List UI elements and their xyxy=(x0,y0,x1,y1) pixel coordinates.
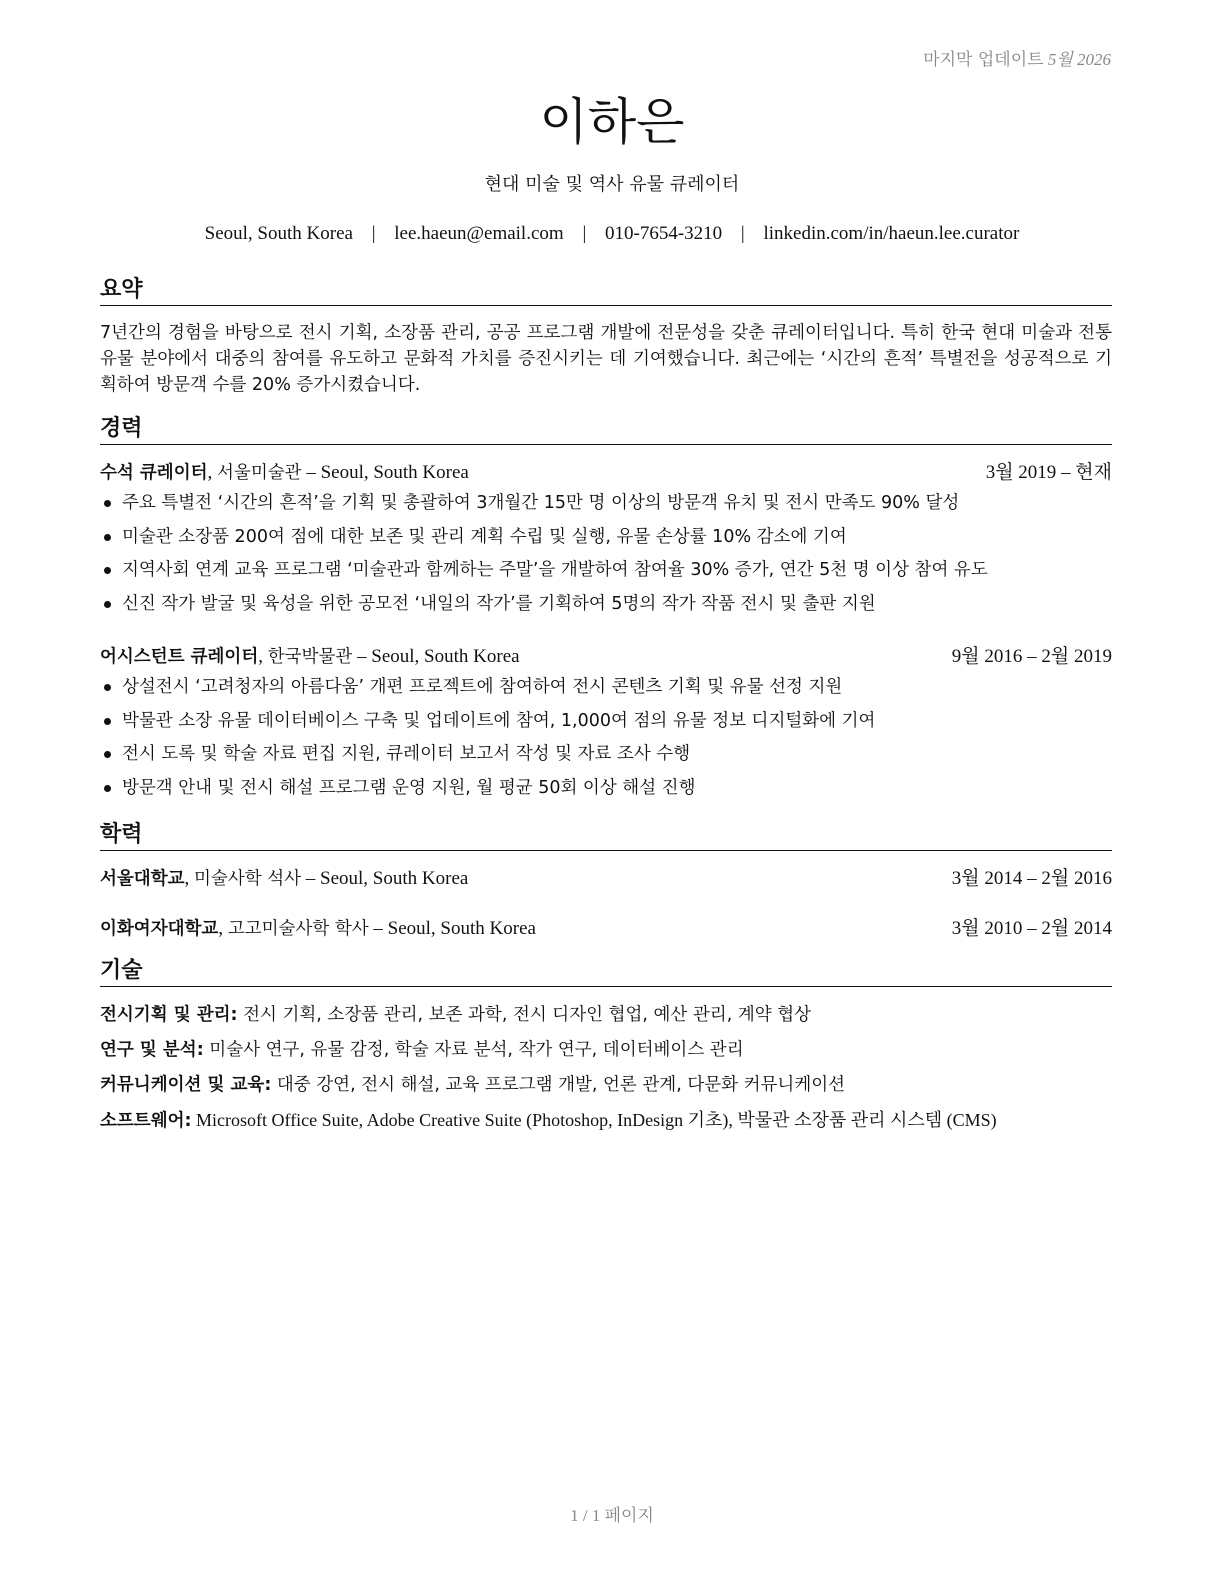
education-item: 서울대학교, 미술사학 석사 – Seoul, South Korea 3월 2014 – 2월 2016 xyxy=(100,866,1112,892)
skill-value: 대중 강연, 전시 해설, 교육 프로그램 개발, 언론 관계, 다문화 커뮤니케이션 xyxy=(276,1075,846,1095)
job-location: Seoul, South Korea xyxy=(320,462,469,483)
skill-value: 미술사 연구, 유물 감정, 학술 자료 분석, 작가 연구, 데이터베이스 관리 xyxy=(209,1040,744,1060)
skill-value: 전시 기획, 소장품 관리, 보존 과학, 전시 디자인 협업, 예산 관리, 계약 협상 xyxy=(243,1005,812,1025)
section-title-education: 학력 xyxy=(100,821,1112,851)
list-item: 방문객 안내 및 전시 해설 프로그램 운영 지원, 월 평균 50회 이상 해설 진행 xyxy=(100,775,1112,809)
job-role: 수석 큐레이터 xyxy=(100,463,208,483)
education-school: 이화여자대학교 xyxy=(100,919,219,939)
job-bullets xyxy=(100,674,1112,809)
page-footer xyxy=(0,1501,1224,1526)
list-item: 전시 도록 및 학술 자료 편집 지원, 큐레이터 보고서 작성 및 자료 조사 수행 xyxy=(100,741,1112,775)
contact-line xyxy=(0,223,1224,245)
skill-label: 연구 및 분석: xyxy=(100,1040,204,1060)
job-bullets xyxy=(100,490,1112,625)
job-header: 수석 큐레이터, 서울미술관 – Seoul, South Korea 3월 2019 – 현재 xyxy=(100,460,1112,486)
page-number: 1 / 1 xyxy=(570,1506,601,1525)
contact-linkedin[interactable]: linkedin.com/in/haeun.lee.curator xyxy=(763,223,1020,244)
job-org: 한국박물관 xyxy=(267,647,353,667)
skill-label: 소프트웨어: xyxy=(100,1111,192,1131)
education-degree: 고고미술사학 학사 xyxy=(227,919,369,939)
section-title-summary: 요약 xyxy=(100,276,1112,306)
education-dates: 3월 2014 – 2월 2016 xyxy=(951,868,1112,889)
summary-text: 7년간의 경험을 바탕으로 전시 기획, 소장품 관리, 공공 프로그램 개발에 전문성을 갖춘 큐레이터입니다. 특히 한국 현대 미술과 전통 유물 분야에서 대중의 참여를 유도하고 문화적 가치를 증진시키는 데 기여했습니다. 최근에는 ‘시간의 흔적’ 특별전을 성공적으로 기획하여 방문객 수를 20% 증가시켰습니다. xyxy=(100,323,1112,395)
contact-separator: | xyxy=(740,223,745,244)
page-label: 페이지 xyxy=(604,1506,654,1526)
contact-separator: | xyxy=(371,223,376,244)
skill-line xyxy=(100,1002,1112,1028)
education-item: 이화여자대학교, 고고미술사학 학사 – Seoul, South Korea 3월 2010 – 2월 2014 xyxy=(100,916,1112,942)
last-updated xyxy=(923,45,1111,70)
contact-phone: 010-7654-3210 xyxy=(605,223,723,244)
list-item: 박물관 소장 유물 데이터베이스 구축 및 업데이트에 참여, 1,000여 점의 유물 정보 디지털화에 기여 xyxy=(100,708,1112,742)
skill-value: Microsoft Office Suite, Adobe Creative Suite (Photoshop, InDesign 기초), 박물관 소장품 관리 시스템 (CMS) xyxy=(196,1110,997,1130)
list-item: 상설전시 ‘고려청자의 아름다움’ 개편 프로젝트에 참여하여 전시 콘텐츠 기획 및 유물 선정 지원 xyxy=(100,674,1112,708)
job-dates: 9월 2016 – 2월 2019 xyxy=(951,646,1112,667)
education-location: Seoul, South Korea xyxy=(387,918,536,939)
education-degree: 미술사학 석사 xyxy=(194,869,302,889)
education-location: Seoul, South Korea xyxy=(320,868,469,889)
tagline: 현대 미술 및 역사 유물 큐레이터 xyxy=(484,174,740,195)
skill-line xyxy=(100,1072,1112,1098)
skill-label: 전시기획 및 관리: xyxy=(100,1005,238,1025)
list-item: 주요 특별전 ‘시간의 흔적’을 기획 및 총괄하여 3개월간 15만 명 이상의 방문객 유치 및 전시 만족도 90% 달성 xyxy=(100,490,1112,524)
list-item: 신진 작가 발굴 및 육성을 위한 공모전 ‘내일의 작가’를 기획하여 5명의 작가 작품 전시 및 출판 지원 xyxy=(100,591,1112,625)
job-header: 어시스턴트 큐레이터, 한국박물관 – Seoul, South Korea 9월 2016 – 2월 2019 xyxy=(100,644,1112,670)
list-item: 미술관 소장품 200여 점에 대한 보존 및 관리 계획 수립 및 실행, 유물 손상률 10% 감소에 기여 xyxy=(100,524,1112,558)
skill-label: 커뮤니케이션 및 교육: xyxy=(100,1075,272,1095)
job-location: Seoul, South Korea xyxy=(371,646,520,667)
contact-location: Seoul, South Korea xyxy=(204,223,353,244)
skill-line xyxy=(100,1037,1112,1063)
section-title-experience: 경력 xyxy=(100,415,1112,445)
job-role: 어시스턴트 큐레이터 xyxy=(100,647,259,667)
education-dates: 3월 2010 – 2월 2014 xyxy=(951,918,1112,939)
job-org: 서울미술관 xyxy=(217,463,302,483)
section-title-skills: 기술 xyxy=(100,957,1112,987)
candidate-name: 이하은 xyxy=(539,93,685,151)
job-dates: 3월 2019 – 현재 xyxy=(985,462,1112,483)
last-updated-date: 5월 2026 xyxy=(1047,50,1111,69)
contact-separator: | xyxy=(582,223,587,244)
skill-line xyxy=(100,1107,1112,1134)
contact-email[interactable]: lee.haeun@email.com xyxy=(394,223,564,244)
education-school: 서울대학교 xyxy=(100,869,185,889)
last-updated-label: 마지막 업데이트 xyxy=(923,50,1044,70)
list-item: 지역사회 연계 교육 프로그램 ‘미술관과 함께하는 주말’을 개발하여 참여율 30% 증가, 연간 5천 명 이상 참여 유도 xyxy=(100,557,1112,591)
